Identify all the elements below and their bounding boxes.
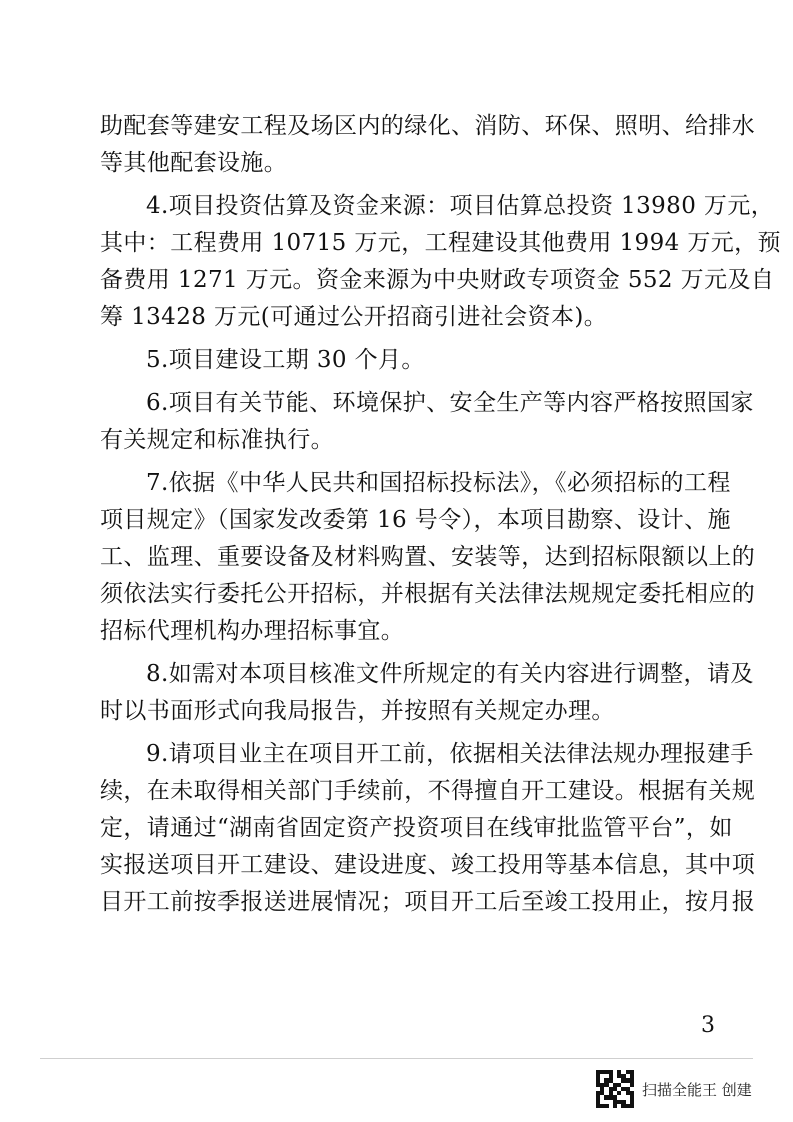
watermark-text: 扫描全能王 创建 <box>642 1081 752 1099</box>
text-line: 筹 13428 万元(可通过公开招商引进社会资本)。 <box>100 304 608 330</box>
text-line: 助配套等建安工程及场区内的绿化、消防、环保、照明、给排水 <box>100 113 756 139</box>
text-line: 时以书面形式向我局报告，并按照有关规定办理。 <box>100 698 615 724</box>
footer-divider <box>40 1058 753 1059</box>
paragraph-item-8 <box>100 656 754 730</box>
text-line: 6.项目有关节能、环境保护、安全生产等内容严格按照国家 <box>146 390 754 416</box>
text-line: 其中：工程费用 10715 万元，工程建设其他费用 1994 万元，预 <box>100 230 781 256</box>
qr-code-icon <box>596 1070 634 1108</box>
paragraph-item-6 <box>100 385 754 459</box>
text-line: 有关规定和标准执行。 <box>100 427 334 453</box>
text-line: 招标代理机构办理招标事宜。 <box>100 618 405 644</box>
text-line: 须依法实行委托公开招标，并根据有关法律法规规定委托相应的 <box>100 581 756 607</box>
document-body <box>100 108 781 921</box>
paragraph-item-7 <box>100 465 756 650</box>
page-number: 3 <box>701 1013 715 1038</box>
paragraph-intro <box>100 108 756 182</box>
text-line: 9.请项目业主在项目开工前，依据相关法律法规办理报建手 <box>146 741 754 767</box>
text-line: 4.项目投资估算及资金来源：项目估算总投资 13980 万元， <box>146 193 775 219</box>
text-line: 续，在未取得相关部门手续前，不得擅自开工建设。根据有关规 <box>100 778 756 804</box>
text-line: 目开工前按季报送进展情况；项目开工后至竣工投用止，按月报 <box>100 889 756 915</box>
paragraph-item-9 <box>100 736 756 921</box>
text-line: 8.如需对本项目核准文件所规定的有关内容进行调整，请及 <box>146 661 754 687</box>
text-line: 7.依据《中华人民共和国招标投标法》，《必须招标的工程 <box>146 470 731 496</box>
text-line: 实报送项目开工建设、建设进度、竣工投用等基本信息，其中项 <box>100 852 756 878</box>
text-line: 定，请通过“湖南省固定资产投资项目在线审批监管平台”，如 <box>100 815 733 841</box>
scanner-watermark <box>596 1070 776 1110</box>
text-line: 5.项目建设工期 30 个月。 <box>146 347 425 373</box>
paragraph-item-5 <box>100 342 720 379</box>
text-line: 等其他配套设施。 <box>100 150 288 176</box>
paragraph-item-4 <box>100 188 781 336</box>
text-line: 工、监理、重要设备及材料购置、安装等，达到招标限额以上的 <box>100 544 756 570</box>
text-line: 项目规定》（国家发改委第 16 号令），本项目勘察、设计、施 <box>100 507 731 533</box>
text-line: 备费用 1271 万元。资金来源为中央财政专项资金 552 万元及自 <box>100 267 775 293</box>
